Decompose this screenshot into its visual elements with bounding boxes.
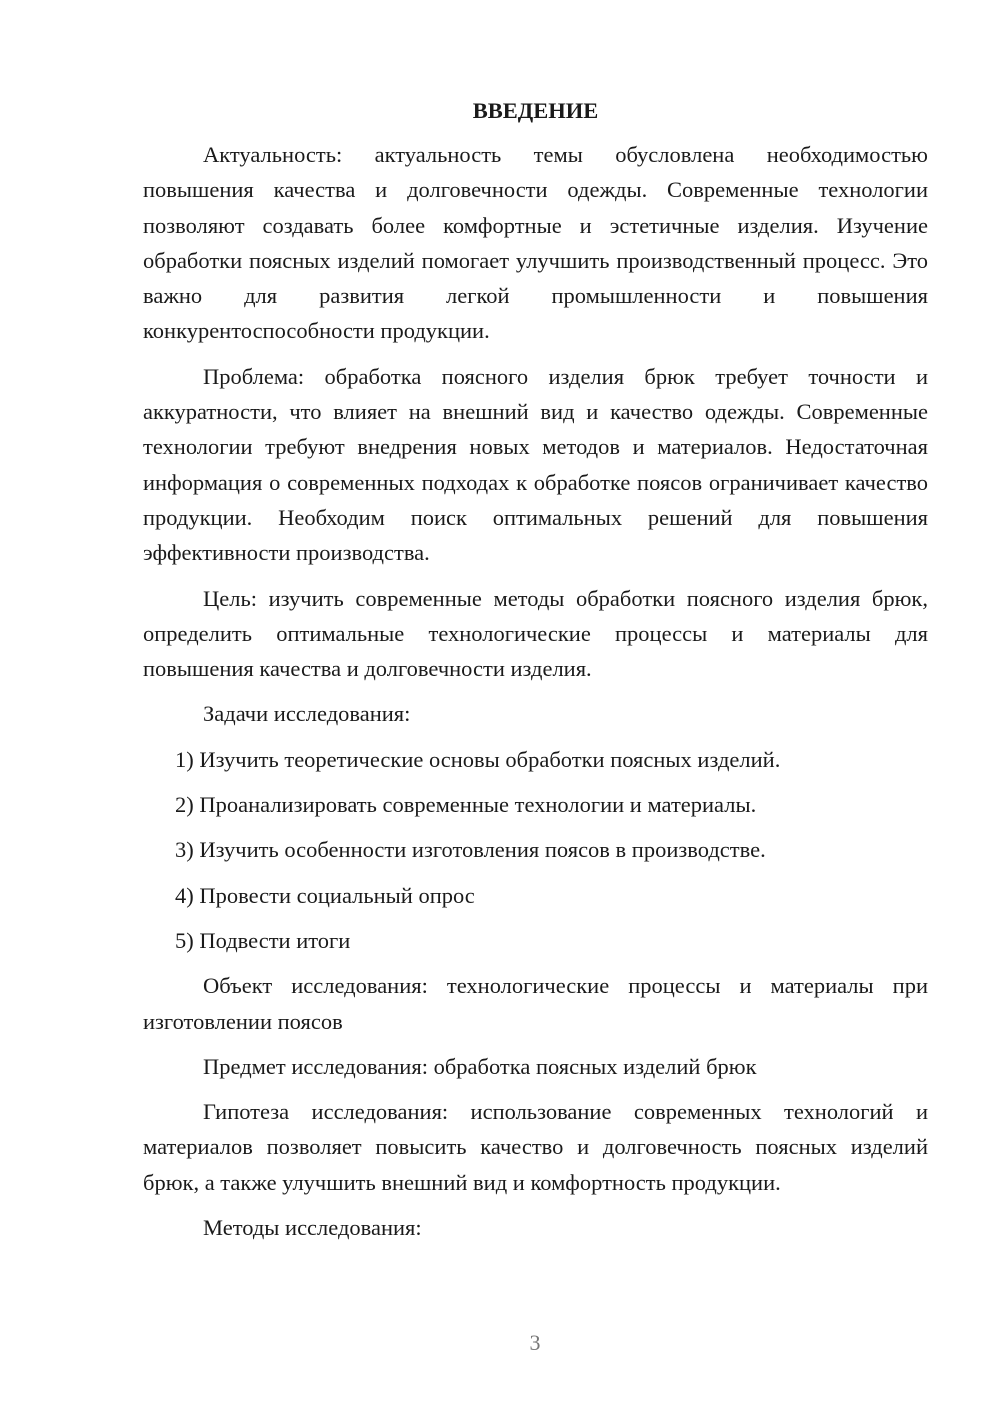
tasks-heading: Задачи исследования: [203,701,411,727]
methods-heading: Методы исследования: [203,1215,422,1241]
relevance-paragraph: Актуальность: актуальность темы обусловлена необходимостью повышения качества и долговечности одежды. Современные технологии позволяют создавать более комфортные и эстетичные изделия. Изучение обработки поясных изделий помогает улучшить производственный процесс. Это важно для развития легкой промышленности и повышения конкурентоспособности продукции. [143,142,928,344]
page-title: ВВЕДЕНИЕ [472,98,599,123]
task-item-4: 4) Провести социальный опрос [175,882,475,908]
hypothesis-paragraph: Гипотеза исследования: использование современных технологий и материалов позволяет повысить качество и долговечность поясных изделий брюк, а также улучшить внешний вид и комфортность продукции. [143,1099,928,1195]
task-item-1: 1) Изучить теоретические основы обработки поясных изделий. [175,746,781,772]
page-number: 3 [529,1330,541,1355]
object-paragraph: Объект исследования: технологические процессы и материалы при изготовлении поясов [143,973,928,1034]
task-item-3: 3) Изучить особенности изготовления поясов в производстве. [175,837,766,863]
task-item-2: 2) Проанализировать современные технологии и материалы. [175,792,757,818]
subject-paragraph: Предмет исследования: обработка поясных изделий брюк [203,1053,757,1079]
task-item-5: 5) Подвести итоги [175,927,351,953]
document-page [143,93,928,1255]
goal-paragraph: Цель: изучить современные методы обработки поясного изделия брюк, определить оптимальные технологические процессы и материалы для повышения качества и долговечности изделия. [143,585,928,682]
problem-paragraph: Проблема: обработка поясного изделия брюк требует точности и аккуратности, что влияет на внешний вид и качество одежды. Современные технологии требуют внедрения новых методов и материалов. Недостаточная информация о современных подходах к обработке поясов ограничивает качество продукции. Необходим поиск оптимальных решений для повышения эффективности производства. [143,363,928,566]
